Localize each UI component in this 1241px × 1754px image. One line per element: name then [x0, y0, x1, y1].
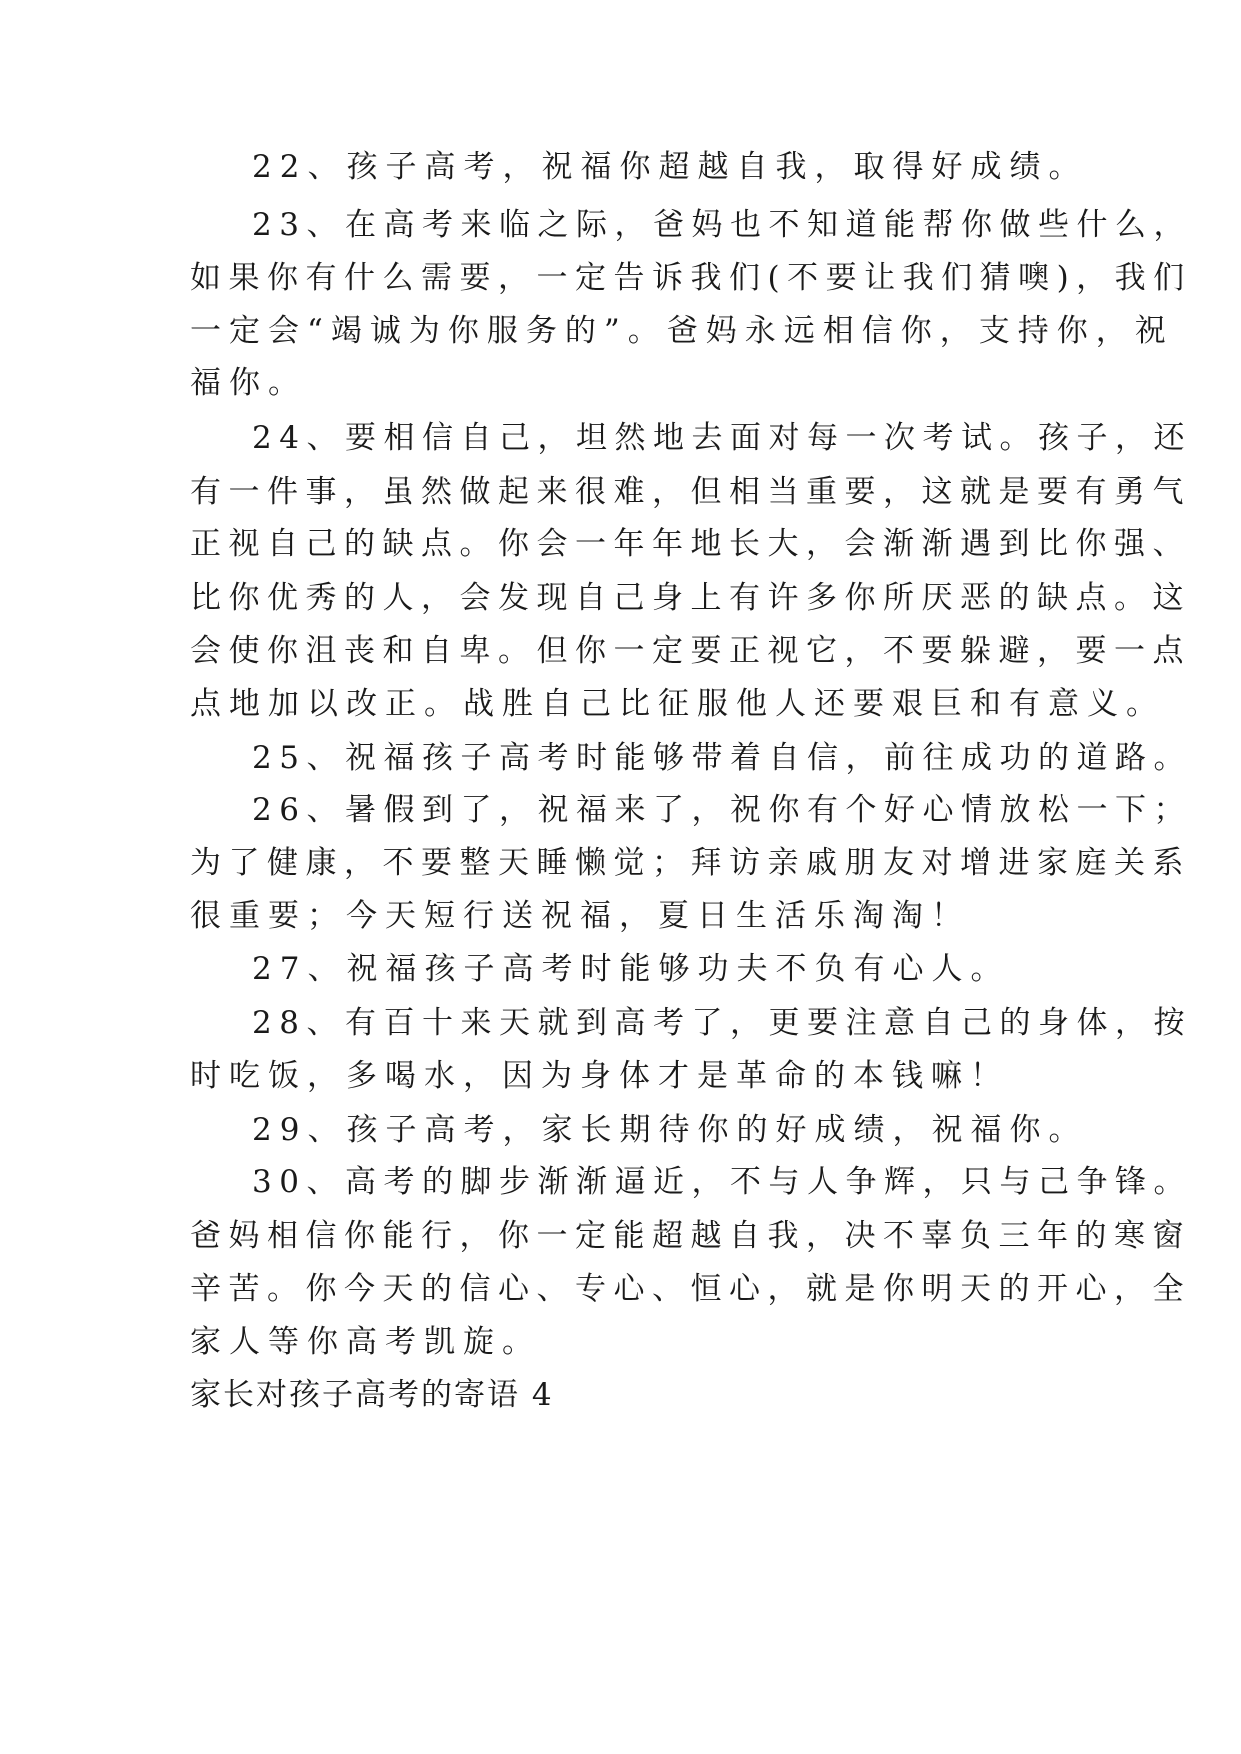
text-line: 如果你有什么需要，一定告诉我们(不要让我们猜噢)，我们	[190, 260, 1192, 296]
text-line: 爸妈相信你能行，你一定能超越自我，决不辜负三年的寒窗	[190, 1218, 1191, 1254]
text-line: 24、要相信自己，坦然地去面对每一次考试。孩子，还	[252, 420, 1192, 456]
text-line: 辛苦。你今天的信心、专心、恒心，就是你明天的开心，全	[190, 1271, 1191, 1307]
text-line: 28、有百十来天就到高考了，更要注意自己的身体，按	[252, 1005, 1192, 1041]
text-line: 家人等你高考凯旋。	[190, 1324, 541, 1360]
text-line: 时吃饭，多喝水，因为身体才是革命的本钱嘛！	[190, 1058, 1009, 1094]
text-line: 会使你沮丧和自卑。但你一定要正视它，不要躲避，要一点	[190, 633, 1191, 669]
text-line: 一定会“竭诚为你服务的”。爸妈永远相信你，支持你，祝	[190, 313, 1174, 349]
text-line: 有一件事，虽然做起来很难，但相当重要，这就是要有勇气	[190, 474, 1191, 510]
text-line: 29、孩子高考，家长期待你的好成绩，祝福你。	[252, 1112, 1088, 1148]
text-line: 正视自己的缺点。你会一年年地长大，会渐渐遇到比你强、	[190, 526, 1191, 562]
text-line: 23、在高考来临之际，爸妈也不知道能帮你做些什么，	[252, 207, 1192, 243]
text-line: 福你。	[190, 365, 307, 401]
text-line: 比你优秀的人，会发现自己身上有许多你所厌恶的缺点。这	[190, 580, 1191, 616]
text-line: 为了健康，不要整天睡懒觉；拜访亲戚朋友对增进家庭关系	[190, 845, 1191, 881]
text-line: 点地加以改正。战胜自己比征服他人还要艰巨和有意义。	[190, 686, 1165, 722]
section-heading: 家长对孩子高考的寄语 4	[190, 1377, 554, 1413]
text-line: 27、祝福孩子高考时能够功夫不负有心人。	[252, 951, 1010, 987]
text-line: 很重要；今天短行送祝福，夏日生活乐淘淘！	[190, 898, 970, 934]
text-line: 22、孩子高考，祝福你超越自我，取得好成绩。	[252, 149, 1088, 185]
text-line: 30、高考的脚步渐渐逼近，不与人争辉，只与己争锋。	[252, 1164, 1192, 1200]
text-line: 26、暑假到了，祝福来了，祝你有个好心情放松一下；	[252, 792, 1192, 828]
text-line: 25、祝福孩子高考时能够带着自信，前往成功的道路。	[252, 740, 1192, 776]
